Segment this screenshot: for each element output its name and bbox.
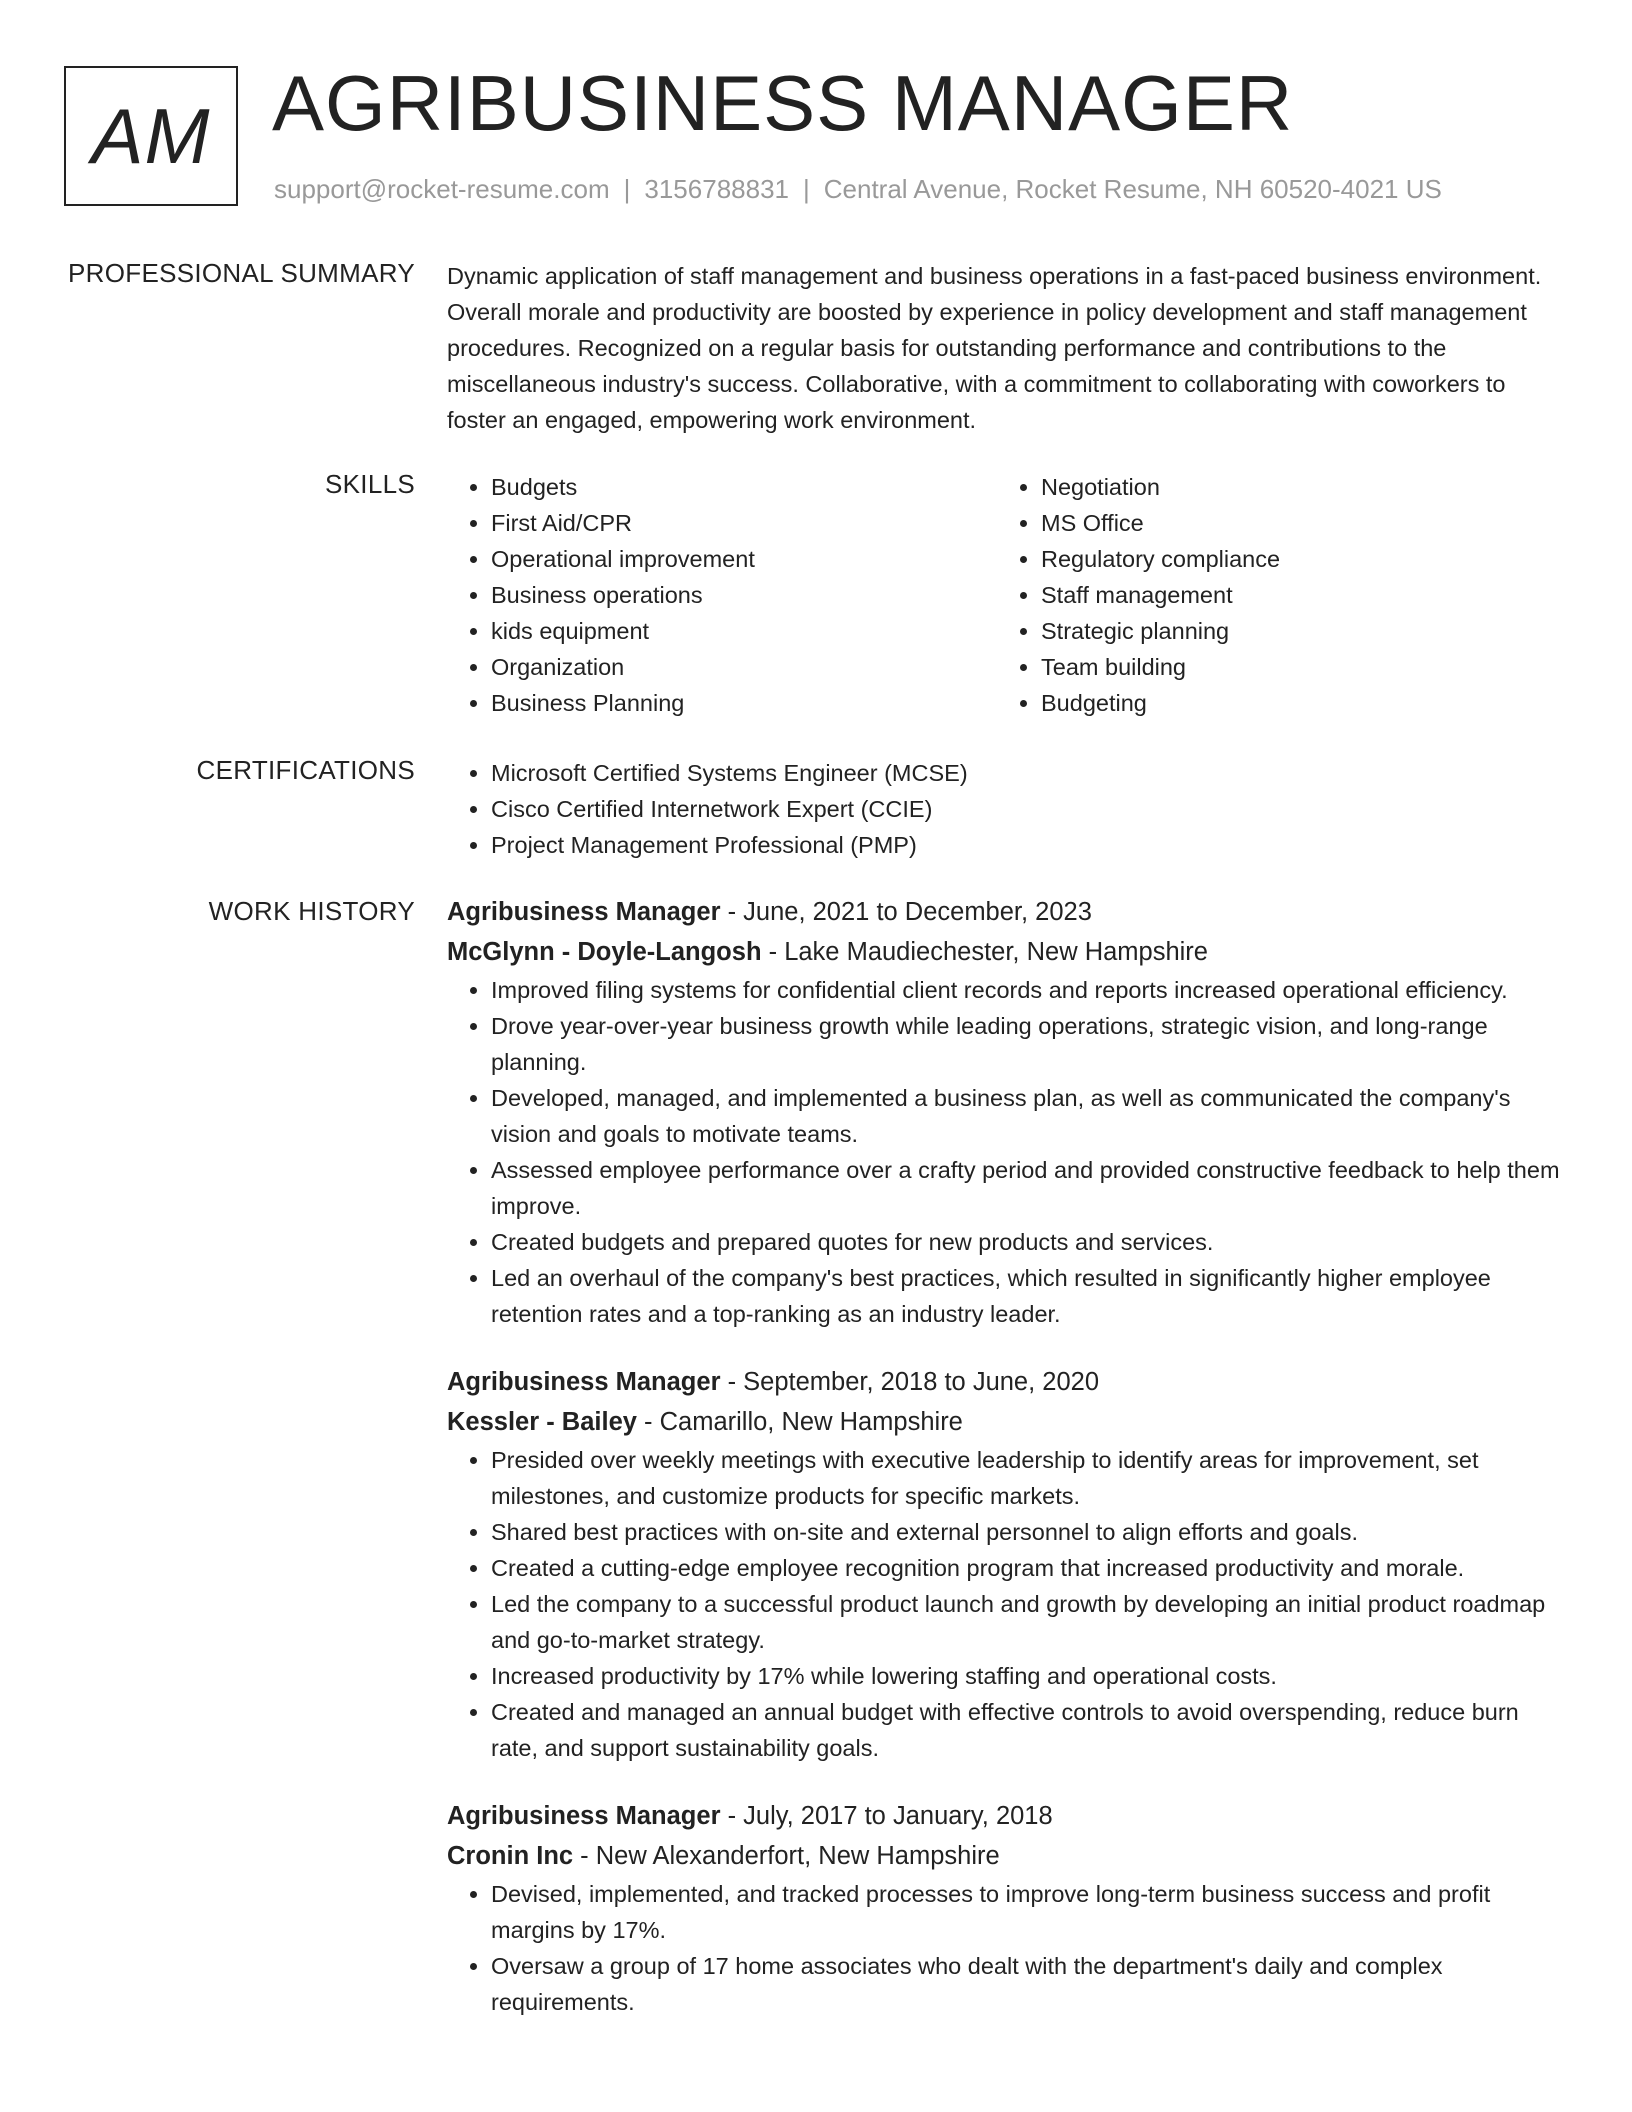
job-bullet: • Presided over weekly meetings with executive leadership to identify areas for improvement, set milestones, and customize products for specific markets. [491, 1442, 1567, 1514]
section-title-certifications: CERTIFICATIONS [196, 755, 415, 785]
job-dates: - July, 2017 to January, 2018 [720, 1802, 1053, 1830]
job-company: McGlynn - Doyle-Langosh [447, 938, 762, 966]
skill-item: • Business operations [491, 577, 997, 613]
job-entry [447, 892, 1567, 1332]
section-title-work-history: WORK HISTORY [208, 896, 415, 926]
skills-body [447, 469, 1567, 721]
skills-column-right [997, 469, 1547, 721]
job-location: - New Alexanderfort, New Hampshire [573, 1842, 1000, 1870]
skill-item: • First Aid/CPR [491, 505, 997, 541]
job-bullet: • Improved filing systems for confidential client records and reports increased operational efficiency. [491, 972, 1567, 1008]
job-bullet: • Created a cutting-edge employee recognition program that increased productivity and morale. [491, 1550, 1567, 1586]
job-bullet: • Shared best practices with on-site and external personnel to align efforts and goals. [491, 1514, 1567, 1550]
skill-item: • Negotiation [1041, 469, 1547, 505]
job-bullet: • Devised, implemented, and tracked processes to improve long-term business success and profit margins by 17%. [491, 1876, 1567, 1948]
skills-grid [447, 469, 1567, 721]
contact-email[interactable]: support@rocket-resume.com [274, 174, 610, 204]
job-bullet: • Oversaw a group of 17 home associates who dealt with the department's daily and complex requirements. [491, 1948, 1567, 2020]
job-bullet: • Increased productivity by 17% while lowering staffing and operational costs. [491, 1658, 1567, 1694]
job-role: Agribusiness Manager [447, 898, 721, 926]
job-role: Agribusiness Manager [447, 1368, 721, 1396]
job-role-line [447, 1362, 1567, 1402]
job-company-line [447, 932, 1567, 972]
job-role-line [447, 892, 1567, 932]
job-bullet: • Developed, managed, and implemented a business plan, as well as communicated the company's vision and goals to motivate teams. [491, 1080, 1567, 1152]
certifications-body [447, 755, 1567, 863]
job-company-line [447, 1402, 1567, 1442]
job-role: Agribusiness Manager [447, 1802, 721, 1830]
contact-separator: | [803, 174, 810, 204]
job-dates: - September, 2018 to June, 2020 [720, 1368, 1100, 1396]
work-history-body [447, 892, 1567, 2050]
skill-item: • Team building [1041, 649, 1547, 685]
skill-item: • Strategic planning [1041, 613, 1547, 649]
candidate-title: AGRIBUSINESS MANAGER [272, 59, 1294, 147]
contact-separator: | [623, 174, 631, 204]
contact-phone[interactable]: 3156788831 [644, 174, 789, 204]
skill-item: • Budgeting [1041, 685, 1547, 721]
job-company: Kessler - Bailey [447, 1408, 637, 1436]
job-company-line [447, 1836, 1567, 1876]
job-bullet: • Drove year-over-year business growth while leading operations, strategic vision, and long-range planning. [491, 1008, 1567, 1080]
contact-address: Central Avenue, Rocket Resume, NH 60520-4021 US [823, 174, 1442, 204]
skill-item: • MS Office [1041, 505, 1547, 541]
job-bullet: • Created and managed an annual budget with effective controls to avoid overspending, reduce burn rate, and support sustainability goals. [491, 1694, 1567, 1766]
contact-line [274, 174, 1442, 205]
certification-item: • Microsoft Certified Systems Engineer (MCSE) [491, 755, 1567, 791]
section-title-summary: PROFESSIONAL SUMMARY [68, 258, 415, 288]
skill-item: • Regulatory compliance [1041, 541, 1547, 577]
job-location: - Lake Maudiechester, New Hampshire [761, 938, 1208, 966]
job-role-line [447, 1796, 1567, 1836]
skills-column-left [447, 469, 997, 721]
section-title-skills: SKILLS [325, 469, 415, 499]
job-location: - Camarillo, New Hampshire [636, 1408, 963, 1436]
job-bullet: • Led the company to a successful product launch and growth by developing an initial product roadmap and go-to-market strategy. [491, 1586, 1567, 1658]
skill-item: • Operational improvement [491, 541, 997, 577]
skill-item: • Staff management [1041, 577, 1547, 613]
job-bullet: • Led an overhaul of the company's best practices, which resulted in significantly higher employee retention rates and a top-ranking as an industry leader. [491, 1260, 1567, 1332]
skill-item: • Budgets [491, 469, 997, 505]
job-bullet: • Assessed employee performance over a crafty period and provided constructive feedback to help them improve. [491, 1152, 1567, 1224]
job-entry [447, 1796, 1567, 2020]
certification-item: • Project Management Professional (PMP) [491, 827, 1567, 863]
summary-body [447, 258, 1567, 438]
job-company: Cronin Inc [447, 1842, 574, 1870]
skill-item: • Business Planning [491, 685, 997, 721]
job-dates: - June, 2021 to December, 2023 [720, 898, 1092, 926]
monogram-logo: AM [64, 66, 238, 206]
summary-text: Dynamic application of staff management and business operations in a fast-paced business environment. Overall morale and productivity are boosted by experience in policy development and staff management procedures. Recognized on a regular basis for outstanding performance and contributions to the miscellaneous industry's success. Collaborative, with a commitment to collaborating with coworkers to foster an engaged, empowering work environment. [447, 263, 1542, 433]
skill-item: • Organization [491, 649, 997, 685]
job-entry [447, 1362, 1567, 1766]
skill-item: • kids equipment [491, 613, 997, 649]
job-bullet: • Created budgets and prepared quotes for new products and services. [491, 1224, 1567, 1260]
certification-item: • Cisco Certified Internetwork Expert (CCIE) [491, 791, 1567, 827]
